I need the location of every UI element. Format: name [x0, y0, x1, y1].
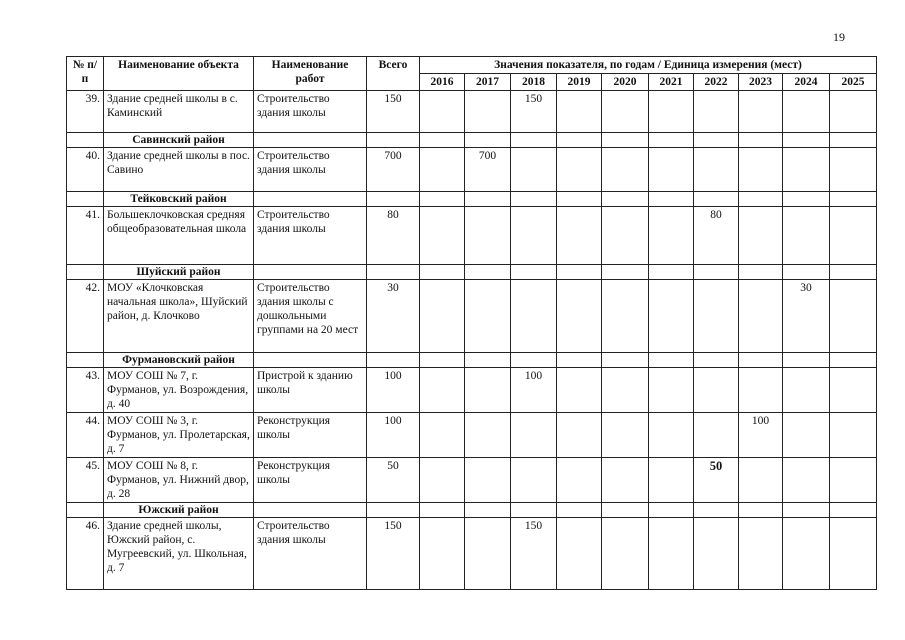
total-value: 150: [367, 518, 420, 590]
empty-cell: [465, 265, 511, 280]
empty-cell: [367, 503, 420, 518]
empty-cell: [67, 265, 104, 280]
empty-cell: [602, 503, 649, 518]
object-name: МОУ СОШ № 8, г. Фурманов, ул. Нижний двор, д. 28: [104, 458, 254, 503]
header-year: 2022: [694, 74, 739, 91]
header-total: Всего: [367, 57, 420, 91]
empty-cell: [557, 265, 602, 280]
empty-cell: [694, 503, 739, 518]
empty-cell: [830, 192, 877, 207]
empty-cell: [367, 353, 420, 368]
num: 44.: [67, 413, 104, 458]
empty-cell: [649, 265, 694, 280]
year-value-cell: [557, 207, 602, 265]
object-name: Здание средней школы в с. Каминский: [104, 91, 254, 133]
empty-cell: [465, 503, 511, 518]
year-value-cell: [739, 207, 783, 265]
year-value-cell: [830, 518, 877, 590]
year-value-cell: [465, 518, 511, 590]
page-number: 19: [833, 30, 845, 44]
empty-cell: [67, 353, 104, 368]
header-year: 2017: [465, 74, 511, 91]
empty-cell: [783, 192, 830, 207]
num: 41.: [67, 207, 104, 265]
year-value-cell: [739, 91, 783, 133]
year-value-cell: [830, 368, 877, 413]
year-value-cell: [465, 207, 511, 265]
object-name: Здание средней школы в пос. Савино: [104, 148, 254, 192]
empty-cell: [367, 265, 420, 280]
year-value-cell: [783, 368, 830, 413]
year-value-cell: 50: [694, 458, 739, 503]
year-value-cell: [649, 207, 694, 265]
year-value-cell: [465, 413, 511, 458]
year-value-cell: [420, 207, 465, 265]
district-row: [67, 503, 877, 518]
header-year: 2021: [649, 74, 694, 91]
total-value: 30: [367, 280, 420, 353]
object-name: МОУ «Клочковская начальная школа», Шуйский район, д. Клочково: [104, 280, 254, 353]
school-construction-table: [66, 56, 877, 590]
total-value: 50: [367, 458, 420, 503]
empty-cell: [67, 133, 104, 148]
empty-cell: [511, 503, 557, 518]
year-value-cell: [830, 91, 877, 133]
district-name: Фурмановский район: [104, 353, 254, 368]
total-value: 80: [367, 207, 420, 265]
year-value-cell: [694, 518, 739, 590]
header-values: Значения показателя, по годам / Единица измерения (мест): [420, 57, 877, 74]
header-year: 2019: [557, 74, 602, 91]
total-value: 700: [367, 148, 420, 192]
empty-cell: [67, 503, 104, 518]
object-name: МОУ СОШ № 3, г. Фурманов, ул. Пролетарская, д. 7: [104, 413, 254, 458]
empty-cell: [557, 192, 602, 207]
table-row: [67, 368, 877, 413]
num: 43.: [67, 368, 104, 413]
year-value-cell: [694, 148, 739, 192]
district-row: [67, 353, 877, 368]
district-row: [67, 265, 877, 280]
empty-cell: [783, 133, 830, 148]
empty-cell: [420, 133, 465, 148]
table-row: [67, 207, 877, 265]
table-row: [67, 280, 877, 353]
header-year: 2018: [511, 74, 557, 91]
year-value-cell: [557, 413, 602, 458]
header-year: 2016: [420, 74, 465, 91]
empty-cell: [739, 192, 783, 207]
works-name: Строительство здания школы: [254, 148, 367, 192]
year-value-cell: [557, 458, 602, 503]
empty-cell: [739, 265, 783, 280]
empty-cell: [420, 503, 465, 518]
year-value-cell: [830, 458, 877, 503]
empty-cell: [557, 133, 602, 148]
empty-cell: [367, 192, 420, 207]
year-value-cell: [694, 368, 739, 413]
total-value: 100: [367, 368, 420, 413]
year-value-cell: [420, 458, 465, 503]
district-name: Южский район: [104, 503, 254, 518]
year-value-cell: [557, 280, 602, 353]
year-value-cell: [602, 368, 649, 413]
num: 42.: [67, 280, 104, 353]
empty-cell: [254, 503, 367, 518]
header-num: № п/п: [67, 57, 104, 91]
object-name: МОУ СОШ № 7, г. Фурманов, ул. Возрождения, д. 40: [104, 368, 254, 413]
empty-cell: [67, 192, 104, 207]
year-value-cell: [649, 368, 694, 413]
year-value-cell: [602, 458, 649, 503]
year-value-cell: [420, 280, 465, 353]
year-value-cell: [649, 518, 694, 590]
empty-cell: [602, 353, 649, 368]
year-value-cell: [557, 518, 602, 590]
header-works: Наименование работ: [254, 57, 367, 91]
empty-cell: [420, 265, 465, 280]
year-value-cell: [511, 148, 557, 192]
empty-cell: [602, 265, 649, 280]
district-name: Шуйский район: [104, 265, 254, 280]
year-value-cell: [511, 458, 557, 503]
year-value-cell: [739, 280, 783, 353]
object-name: Здание средней школы, Южский район, с. Мугреевский, ул. Школьная, д. 7: [104, 518, 254, 590]
works-name: Реконструкция школы: [254, 458, 367, 503]
empty-cell: [694, 192, 739, 207]
year-value-cell: [649, 148, 694, 192]
year-value-cell: [420, 368, 465, 413]
empty-cell: [649, 133, 694, 148]
empty-cell: [465, 133, 511, 148]
empty-cell: [465, 353, 511, 368]
empty-cell: [830, 133, 877, 148]
empty-cell: [783, 503, 830, 518]
header-year: 2020: [602, 74, 649, 91]
year-value-cell: [830, 148, 877, 192]
year-value-cell: 80: [694, 207, 739, 265]
district-row: [67, 133, 877, 148]
empty-cell: [649, 353, 694, 368]
empty-cell: [694, 265, 739, 280]
empty-cell: [254, 192, 367, 207]
year-value-cell: [602, 91, 649, 133]
empty-cell: [511, 265, 557, 280]
empty-cell: [649, 192, 694, 207]
year-value-cell: [830, 280, 877, 353]
total-value: 100: [367, 413, 420, 458]
year-value-cell: [649, 413, 694, 458]
year-value-cell: [739, 148, 783, 192]
table-row: [67, 413, 877, 458]
year-value-cell: [465, 368, 511, 413]
year-value-cell: [830, 413, 877, 458]
header-year: 2025: [830, 74, 877, 91]
year-value-cell: [511, 207, 557, 265]
works-name: Пристрой к зданию школы: [254, 368, 367, 413]
num: 46.: [67, 518, 104, 590]
district-row: [67, 192, 877, 207]
year-value-cell: [420, 413, 465, 458]
year-value-cell: [830, 207, 877, 265]
works-name: Реконструкция школы: [254, 413, 367, 458]
year-value-cell: [694, 413, 739, 458]
district-name: Савинский район: [104, 133, 254, 148]
year-value-cell: [420, 518, 465, 590]
year-value-cell: [694, 280, 739, 353]
empty-cell: [783, 265, 830, 280]
empty-cell: [557, 353, 602, 368]
district-name: Тейковский район: [104, 192, 254, 207]
table-row: [67, 148, 877, 192]
empty-cell: [649, 503, 694, 518]
year-value-cell: [420, 91, 465, 133]
works-name: Строительство здания школы: [254, 518, 367, 590]
works-name: Строительство здания школы: [254, 91, 367, 133]
table-row: [67, 91, 877, 133]
empty-cell: [830, 265, 877, 280]
works-name: Строительство здания школы: [254, 207, 367, 265]
table-row: [67, 518, 877, 590]
empty-cell: [557, 503, 602, 518]
table-body: [67, 91, 877, 590]
empty-cell: [739, 503, 783, 518]
year-value-cell: 150: [511, 518, 557, 590]
year-value-cell: 30: [783, 280, 830, 353]
year-value-cell: [602, 207, 649, 265]
year-value-cell: [783, 413, 830, 458]
year-value-cell: [465, 458, 511, 503]
empty-cell: [420, 353, 465, 368]
empty-cell: [694, 133, 739, 148]
year-value-cell: [649, 91, 694, 133]
table-row: [67, 458, 877, 503]
empty-cell: [511, 133, 557, 148]
empty-cell: [511, 353, 557, 368]
year-value-cell: [602, 413, 649, 458]
year-value-cell: [783, 518, 830, 590]
year-value-cell: [783, 148, 830, 192]
year-value-cell: [511, 413, 557, 458]
num: 39.: [67, 91, 104, 133]
year-value-cell: [739, 458, 783, 503]
empty-cell: [511, 192, 557, 207]
year-value-cell: 150: [511, 91, 557, 133]
header-year: 2024: [783, 74, 830, 91]
works-name: Строительство здания школы с дошкольными группами на 20 мест: [254, 280, 367, 353]
object-name: Большеклочковская средняя общеобразовательная школа: [104, 207, 254, 265]
empty-cell: [367, 133, 420, 148]
num: 40.: [67, 148, 104, 192]
empty-cell: [254, 353, 367, 368]
year-value-cell: 100: [739, 413, 783, 458]
year-value-cell: [602, 280, 649, 353]
year-value-cell: [694, 91, 739, 133]
year-value-cell: [557, 91, 602, 133]
year-value-cell: [602, 148, 649, 192]
year-value-cell: [557, 148, 602, 192]
year-value-cell: [465, 280, 511, 353]
empty-cell: [830, 503, 877, 518]
year-value-cell: [783, 91, 830, 133]
empty-cell: [254, 265, 367, 280]
year-value-cell: [557, 368, 602, 413]
year-value-cell: 100: [511, 368, 557, 413]
empty-cell: [602, 192, 649, 207]
year-value-cell: 700: [465, 148, 511, 192]
year-value-cell: [649, 280, 694, 353]
empty-cell: [739, 133, 783, 148]
year-value-cell: [783, 207, 830, 265]
empty-cell: [254, 133, 367, 148]
empty-cell: [694, 353, 739, 368]
empty-cell: [420, 192, 465, 207]
empty-cell: [602, 133, 649, 148]
num: 45.: [67, 458, 104, 503]
year-value-cell: [649, 458, 694, 503]
header-year: 2023: [739, 74, 783, 91]
year-value-cell: [739, 368, 783, 413]
year-value-cell: [465, 91, 511, 133]
year-value-cell: [420, 148, 465, 192]
empty-cell: [783, 353, 830, 368]
year-value-cell: [511, 280, 557, 353]
empty-cell: [739, 353, 783, 368]
year-value-cell: [739, 518, 783, 590]
total-value: 150: [367, 91, 420, 133]
empty-cell: [465, 192, 511, 207]
year-value-cell: [602, 518, 649, 590]
empty-cell: [830, 353, 877, 368]
header-object: Наименование объекта: [104, 57, 254, 91]
year-value-cell: [783, 458, 830, 503]
